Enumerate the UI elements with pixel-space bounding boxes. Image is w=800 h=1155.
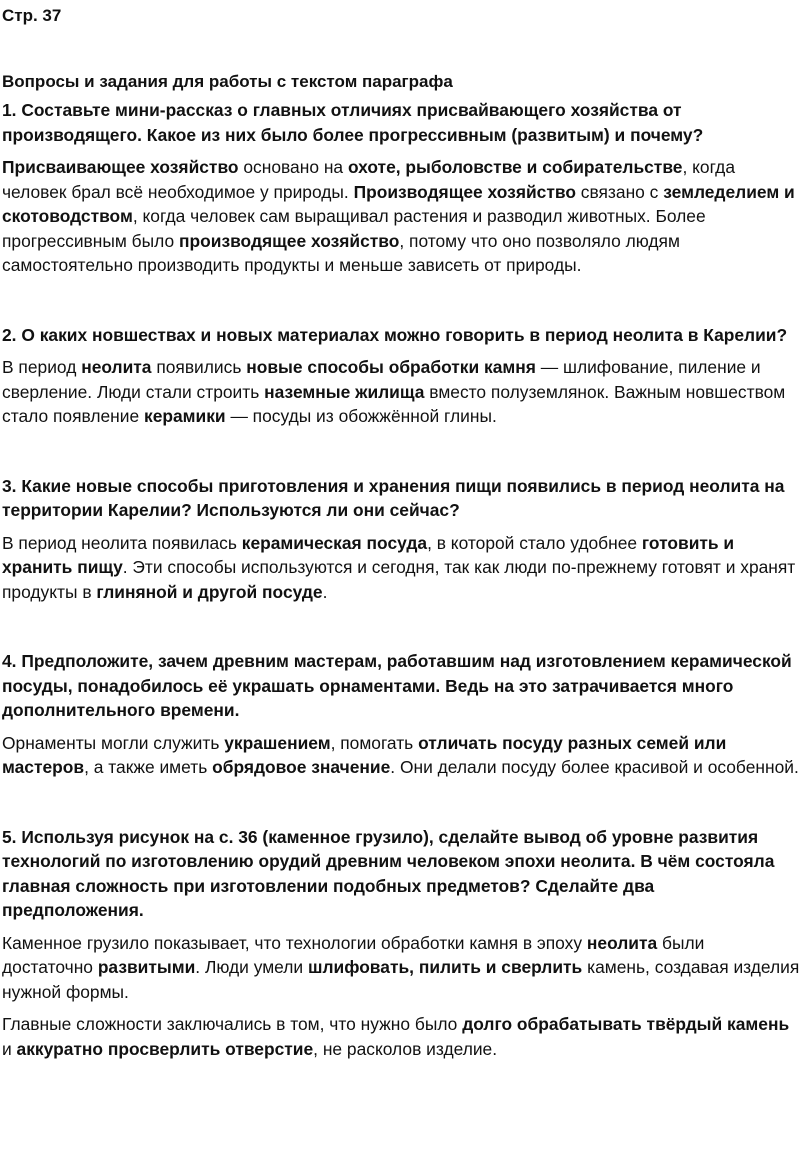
answer-3-bold-3: глиняной и другой посуде — [96, 581, 323, 602]
answer-2-bold-2: новые способы обработки камня — [246, 357, 536, 377]
answer-3-text-2: , в которой стало удобнее — [427, 532, 642, 553]
answer-3-text-3: . Эти способы используются и сегодня, так как люди по-прежнему готовят и хранят продукты в — [2, 557, 796, 602]
answer-1-paragraph — [2, 155, 800, 278]
answer-5b-text-3: , не расколов изделие. — [313, 1038, 498, 1059]
answer-1-bold-5: производящее хозяйство — [179, 230, 400, 251]
answer-1-text-1: основано на — [238, 157, 348, 177]
answer-5-text-1: Каменное грузило показывает, что технологии обработки камня в эпоху — [2, 932, 587, 953]
question-2-text: 2. О каких новшествах и новых материалах можно говорить в период неолита в Карелии? — [2, 324, 788, 345]
answer-4-text-1: Орнаменты могли служить — [2, 732, 225, 753]
question-1-text: 1. Составьте мини-рассказ о главных отличиях присвайвающего хозяйства от производящего. Какое из них было более прогрессивным (развитым) и почему? — [2, 100, 704, 145]
answer-2-bold-3: наземные жилища — [264, 381, 425, 402]
answer-3-text-1: В период неолита появилась — [2, 532, 242, 553]
answer-2-bold-1: неолита — [81, 357, 152, 377]
answer-2-paragraph — [2, 355, 800, 429]
answer-3-bold-2: готовить и хранить пищу — [2, 532, 735, 577]
answer-5-bold-2: развитыми — [97, 957, 196, 977]
answer-1-bold-2: охоте, рыболовстве и собирательстве — [347, 157, 683, 177]
question-block-1 — [2, 98, 800, 278]
answer-4-paragraph — [2, 731, 800, 780]
question-4-text: 4. Предположите, зачем древним мастерам, работавшим над изготовлением керамической посуды, понадобилось её украшать орнаментами. Ведь на это затрачивается много дополнительного времени. — [2, 651, 792, 720]
question-block-5 — [2, 825, 800, 1062]
answer-4-text-4: . Они делали посуду более красивой и особенной. — [390, 757, 799, 777]
answer-1-bold-1: Присваивающее хозяйство — [2, 157, 239, 177]
answer-5-text-3: . Люди умели — [195, 957, 308, 977]
page-number: Стр. 37 — [2, 6, 62, 25]
answer-1-text-5: , потому что оно позволяло людям самостоятельно производить продукты и меньше зависеть от природы. — [2, 230, 680, 275]
question-block-2 — [2, 323, 800, 429]
question-3-text: 3. Какие новые способы приготовления и хранения пищи появились в период неолита на территории Карелии? Используются ли они сейчас? — [2, 475, 785, 520]
section-title: Вопросы и задания для работы с текстом параграфа — [2, 72, 453, 91]
answer-2-text-5: — посуды из обожжённой глины. — [225, 406, 497, 426]
answer-2-bold-4: керамики — [143, 406, 226, 426]
answer-3-bold-1: керамическая посуда — [241, 532, 428, 553]
answer-5b-text-1: Главные сложности заключались в том, что нужно было — [2, 1014, 463, 1034]
answer-5b-bold-2: аккуратно просверлить отверстие — [16, 1038, 314, 1059]
answer-2-text-2: появились — [151, 357, 247, 377]
answer-3-text-4: . — [322, 581, 328, 602]
answer-2-text-3: — шлифование, пиление и сверление. Люди стали строить — [2, 357, 761, 402]
answer-5-bold-3: шлифовать, пилить и сверлить — [307, 957, 583, 977]
answer-4-bold-1: украшением — [224, 732, 331, 753]
answer-1-text-3: связано с — [575, 181, 664, 202]
answer-2-text-4: вместо полуземлянок. Важным новшеством стало появление — [2, 381, 786, 426]
answer-5-text-4: камень, создавая изделия нужной формы. — [2, 957, 800, 1002]
answer-3-paragraph — [2, 531, 800, 605]
answer-1-text-2: , когда человек брал всё необходимое у природы. — [2, 157, 735, 202]
answer-4-bold-3: обрядовое значение — [212, 757, 391, 777]
answer-1-bold-4: земледелием и скотоводством — [2, 181, 795, 226]
answer-1-bold-3: Производящее хозяйство — [353, 181, 576, 202]
answer-5-bold-1: неолита — [586, 932, 658, 953]
answer-4-text-3: , а также иметь — [84, 757, 213, 777]
answer-1-text-4: , когда человек сам выращивал растения и разводил животных. Более прогрессивным было — [2, 206, 706, 251]
answer-4-bold-2: отличать посуду разных семей или мастеров — [2, 732, 727, 777]
answer-5-paragraph-1 — [2, 931, 800, 1005]
answer-4-text-2: , помогать — [330, 732, 419, 753]
answer-5b-bold-1: долго обрабатывать твёрдый камень — [462, 1014, 790, 1034]
question-block-3 — [2, 474, 800, 605]
answer-5b-text-2: и — [2, 1038, 17, 1059]
question-block-4 — [2, 649, 800, 780]
answer-5-paragraph-2 — [2, 1012, 800, 1061]
answer-2-text-1: В период — [2, 357, 82, 377]
question-5-text: 5. Используя рисунок на с. 36 (каменное грузило), сделайте вывод об уровне развития технологий по изготовлению орудий древним человеком эпохи неолита. В чём состояла главная сложность при изготовлении подобных предметов? Сделайте два предположения. — [2, 826, 775, 920]
answer-5-text-2: были достаточно — [2, 932, 705, 977]
